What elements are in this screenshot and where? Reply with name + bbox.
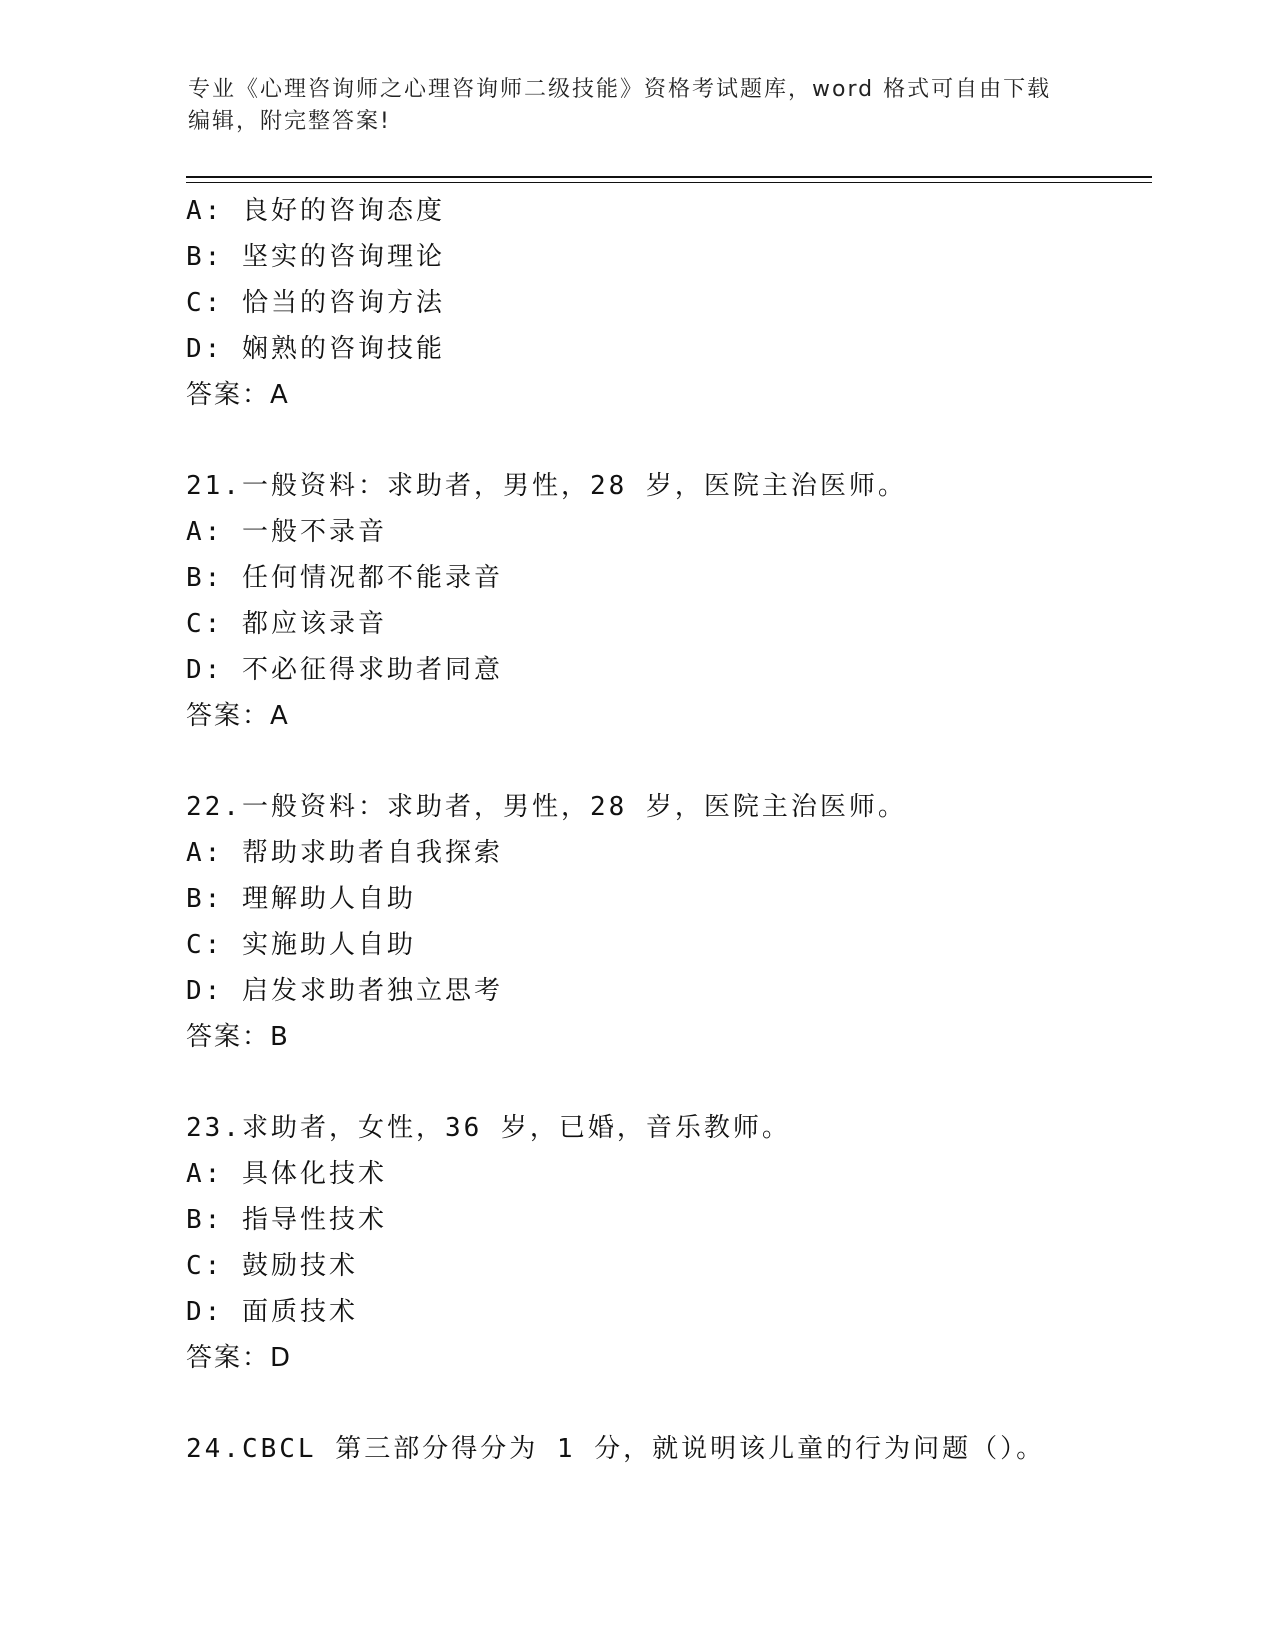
option-b: B: 任何情况都不能录音 bbox=[186, 563, 503, 593]
question-list bbox=[186, 188, 1146, 1517]
question-stem: 21.一般资料：求助者，男性，28 岁，医院主治医师。 bbox=[186, 471, 907, 501]
option-b: B: 理解助人自助 bbox=[186, 884, 416, 914]
header-rule-top bbox=[186, 176, 1152, 178]
header-line-2: 编辑，附完整答案! bbox=[188, 109, 391, 134]
option-a: A: 一般不录音 bbox=[186, 517, 387, 547]
option-c: C: 实施助人自助 bbox=[186, 930, 416, 960]
header-line-1: 专业《心理咨询师之心理咨询师二级技能》资格考试题库，word 格式可自由下载 bbox=[188, 77, 1052, 102]
question-stem: 24.CBCL 第三部分得分为 1 分，就说明该儿童的行为问题（）。 bbox=[186, 1434, 1046, 1464]
question-block bbox=[186, 784, 1146, 1060]
option-c: C: 鼓励技术 bbox=[186, 1251, 358, 1281]
header-rule-bottom bbox=[186, 182, 1152, 183]
option-c: C: 都应该录音 bbox=[186, 609, 387, 639]
question-block bbox=[186, 1105, 1146, 1381]
question-block bbox=[186, 1426, 1146, 1472]
option-b: B: 指导性技术 bbox=[186, 1205, 387, 1235]
question-stem: 23.求助者，女性，36 岁，已婚，音乐教师。 bbox=[186, 1113, 791, 1143]
answer-line: 答案：D bbox=[186, 1343, 293, 1373]
answer-line: 答案：B bbox=[186, 1022, 290, 1052]
option-b: B: 坚实的咨询理论 bbox=[186, 242, 445, 272]
document-header bbox=[188, 74, 1088, 138]
option-d: D: 不必征得求助者同意 bbox=[186, 655, 503, 685]
option-a: A: 帮助求助者自我探索 bbox=[186, 838, 503, 868]
option-d: D: 娴熟的咨询技能 bbox=[186, 334, 445, 364]
answer-line: 答案：A bbox=[186, 701, 290, 731]
option-d: D: 启发求助者独立思考 bbox=[186, 976, 503, 1006]
question-stem: 22.一般资料：求助者，男性，28 岁，医院主治医师。 bbox=[186, 792, 907, 822]
answer-line: 答案：A bbox=[186, 380, 290, 410]
option-a: A: 良好的咨询态度 bbox=[186, 196, 445, 226]
question-block bbox=[186, 188, 1146, 418]
question-block bbox=[186, 463, 1146, 739]
option-a: A: 具体化技术 bbox=[186, 1159, 387, 1189]
option-c: C: 恰当的咨询方法 bbox=[186, 288, 445, 318]
option-d: D: 面质技术 bbox=[186, 1297, 358, 1327]
